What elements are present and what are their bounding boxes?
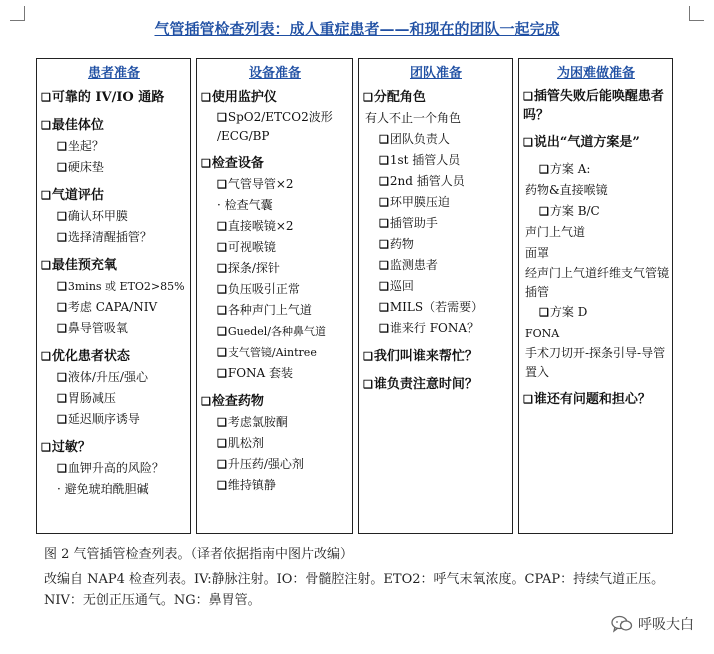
checkbox-icon: ❑: [57, 161, 67, 174]
column-team-prep: [358, 58, 513, 534]
list-item: ❑延迟顺序诱导: [57, 412, 140, 426]
checkbox-icon: ❑: [379, 175, 389, 188]
checkbox-icon: ❑: [57, 301, 67, 314]
figure-note: 改编自 NAP4 检查列表。IV:静脉注射。IO：骨髓腔注射。ETO2：呼气末氧浓度。CPAP：持续气道正压。NIV：无创正压通气。NG：鼻胃管。: [44, 572, 665, 608]
list-item: 手术刀切开-探条引导-导管置入: [525, 346, 666, 379]
checkbox-icon: ❑: [217, 437, 227, 450]
section-title: ❑我们叫谁来帮忙？: [363, 349, 478, 364]
section: [523, 87, 669, 125]
section: [41, 346, 187, 430]
section-title: ❑最佳体位: [41, 118, 104, 133]
checkbox-icon: ❑: [379, 196, 389, 209]
checkbox-icon: ❑: [217, 262, 227, 275]
list-item: 面罩: [525, 246, 550, 260]
checkbox-icon: ❑: [201, 91, 211, 104]
column-equipment-prep: [196, 58, 353, 534]
checkbox-icon: ❑: [217, 479, 227, 492]
column-title: 患者准备: [87, 66, 140, 81]
section-title: ❑说出“气道方案是”: [523, 135, 640, 150]
list-item: ❑探条/探针: [217, 261, 280, 275]
checkbox-icon: ❑: [217, 346, 227, 359]
section-title: ❑谁还有问题和担心？: [523, 392, 651, 407]
checkbox-icon: ❑: [41, 119, 51, 132]
checkbox-icon: ❑: [217, 325, 227, 338]
list-item: ❑谁来行 FONA？: [379, 321, 480, 335]
list-item: ❑插管助手: [379, 216, 438, 230]
checkbox-icon: ❑: [379, 301, 389, 314]
checkbox-icon: ❑: [41, 441, 51, 454]
list-item: ❑FONA 套装: [217, 366, 294, 380]
list-item: ❑升压药/强心剂: [217, 457, 304, 471]
list-item: ❑血钾升高的风险？: [57, 461, 164, 475]
list-item: ❑选择清醒插管？: [57, 230, 152, 244]
section: [523, 389, 669, 410]
list-item: ❑鼻导管吸氧: [57, 321, 128, 335]
checkbox-icon: ❑: [379, 217, 389, 230]
section: [201, 153, 349, 384]
checkbox-icon: ❑: [201, 395, 211, 408]
checkbox-icon: ❑: [41, 91, 51, 104]
list-item: ❑胃肠减压: [57, 391, 116, 405]
section-title: ❑谁负责注意时间？: [363, 377, 478, 392]
section: [363, 87, 509, 339]
checkbox-icon: ❑: [523, 393, 533, 406]
list-item: ❑维持镇静: [217, 478, 276, 492]
section-title: ❑优化患者状态: [41, 349, 130, 364]
checkbox-icon: ❑: [201, 157, 211, 170]
section-title: ❑使用监护仪: [201, 90, 277, 105]
section: [201, 87, 349, 146]
section: [41, 115, 187, 178]
section: [41, 185, 187, 248]
checkbox-icon: ❑: [41, 350, 51, 363]
checkbox-icon: ❑: [57, 392, 67, 405]
checkbox-icon: ❑: [539, 306, 549, 319]
section: [201, 391, 349, 496]
section-title: ❑插管失败后能唤醒患者吗？: [523, 89, 664, 123]
checkbox-icon: ❑: [363, 91, 373, 104]
list-item: ❑1st 插管人员: [379, 153, 461, 167]
list-item: ❑考虑 CAPA/NIV: [57, 300, 158, 314]
list-item: ❑MILS（若需要）: [379, 300, 484, 314]
list-item: 有人不止一个角色: [365, 111, 462, 125]
checkbox-icon: ❑: [217, 283, 227, 296]
section-title: ❑检查药物: [201, 394, 264, 409]
section: [41, 255, 187, 339]
list-item: ❑监测患者: [379, 258, 438, 272]
checkbox-icon: ❑: [57, 280, 67, 293]
figure-caption: 图 2 气管插管检查列表。（译者依据指南中图片改编）: [44, 547, 354, 562]
watermark: [611, 614, 694, 634]
list-item: 药物&直接喉镜: [525, 183, 608, 197]
list-item: ❑巡回: [379, 279, 414, 293]
checkbox-icon: ❑: [363, 350, 373, 363]
list-item: ❑坐起？: [57, 139, 104, 153]
checkbox-icon: ❑: [57, 231, 67, 244]
checkbox-icon: ❑: [217, 111, 227, 124]
section-title: ❑过敏？: [41, 440, 91, 455]
checkbox-icon: ❑: [57, 413, 67, 426]
list-item: ❑方案 B/C: [539, 204, 600, 218]
list-item: 声门上气道: [525, 225, 586, 239]
checkbox-icon: ❑: [217, 178, 227, 191]
checkbox-icon: ❑: [57, 140, 67, 153]
checkbox-icon: ❑: [539, 163, 549, 176]
section: [523, 132, 669, 382]
list-item: ❑液体/升压/强心: [57, 370, 148, 384]
checkbox-icon: ❑: [217, 241, 227, 254]
checkbox-icon: ❑: [379, 238, 389, 251]
checkbox-icon: ❑: [379, 154, 389, 167]
list-item: ❑方案 D: [539, 305, 588, 319]
list-item: · 检查气囊: [217, 198, 273, 212]
section-title: ❑检查设备: [201, 156, 264, 171]
list-item: ❑2nd 插管人员: [379, 174, 465, 188]
checkbox-icon: ❑: [363, 378, 373, 391]
checkbox-icon: ❑: [523, 136, 533, 149]
list-item: ❑药物: [379, 237, 414, 251]
column-patient-prep: [36, 58, 191, 534]
list-item: ❑气管导管×2: [217, 177, 294, 191]
section: [41, 87, 187, 108]
checkbox-icon: ❑: [379, 133, 389, 146]
column-title: 设备准备: [248, 66, 301, 81]
checkbox-icon: ❑: [539, 205, 549, 218]
section-title: ❑可靠的 IV/IO 通路: [41, 90, 165, 105]
checkbox-icon: ❑: [217, 458, 227, 471]
checkbox-icon: ❑: [217, 220, 227, 233]
list-item: ❑Guedel/各种鼻气道: [217, 325, 327, 338]
checkbox-icon: ❑: [217, 416, 227, 429]
checkbox-icon: ❑: [57, 322, 67, 335]
list-item: ❑硬床垫: [57, 160, 104, 174]
wechat-icon: [611, 615, 633, 633]
section-title: ❑分配角色: [363, 90, 426, 105]
column-title: 为困难做准备: [556, 66, 635, 81]
section-title: ❑气道评估: [41, 188, 104, 203]
checkbox-icon: ❑: [217, 304, 227, 317]
list-item: ❑确认环甲膜: [57, 209, 128, 223]
list-item: ❑肌松剂: [217, 436, 264, 450]
checkbox-icon: ❑: [379, 322, 389, 335]
checkbox-icon: ❑: [57, 371, 67, 384]
checkbox-icon: ❑: [523, 90, 533, 103]
checkbox-icon: ❑: [57, 210, 67, 223]
watermark-text: 呼吸大白: [638, 617, 694, 633]
checkbox-icon: ❑: [379, 259, 389, 272]
list-item: 经声门上气道纤维支气管镜插管: [525, 266, 670, 299]
list-item: ❑环甲膜压迫: [379, 195, 450, 209]
checkbox-icon: ❑: [41, 189, 51, 202]
column-difficulty-prep: [518, 58, 673, 534]
list-item: ❑考虑氯胺酮: [217, 415, 288, 429]
section: [363, 374, 509, 395]
page-title: 气管插管检查列表：成人重症患者——和现在的团队一起完成: [154, 20, 560, 38]
list-item: ❑各种声门上气道: [217, 303, 312, 317]
list-item: ❑SpO2/ETCO2波形 /ECG/BP: [217, 110, 333, 143]
list-item: · 避免琥珀酰胆碱: [57, 482, 149, 496]
checkbox-icon: ❑: [41, 259, 51, 272]
section-title: ❑最佳预充氧: [41, 258, 117, 273]
section: [41, 437, 187, 500]
list-item: ❑团队负责人: [379, 132, 450, 146]
list-item: ❑方案 A:: [539, 162, 591, 176]
checkbox-icon: ❑: [57, 462, 67, 475]
checkbox-icon: ❑: [379, 280, 389, 293]
checkbox-icon: ❑: [217, 367, 227, 380]
column-title: 团队准备: [409, 66, 462, 81]
list-item: ❑负压吸引正常: [217, 282, 300, 296]
list-item: ❑直接喉镜×2: [217, 219, 294, 233]
list-item: ❑3mins 或 ETO2>85%: [57, 280, 185, 293]
list-item: FONA: [525, 327, 560, 340]
list-item: ❑支气管镜/Aintree: [217, 346, 317, 359]
list-item: ❑可视喉镜: [217, 240, 276, 254]
section: [363, 346, 509, 367]
